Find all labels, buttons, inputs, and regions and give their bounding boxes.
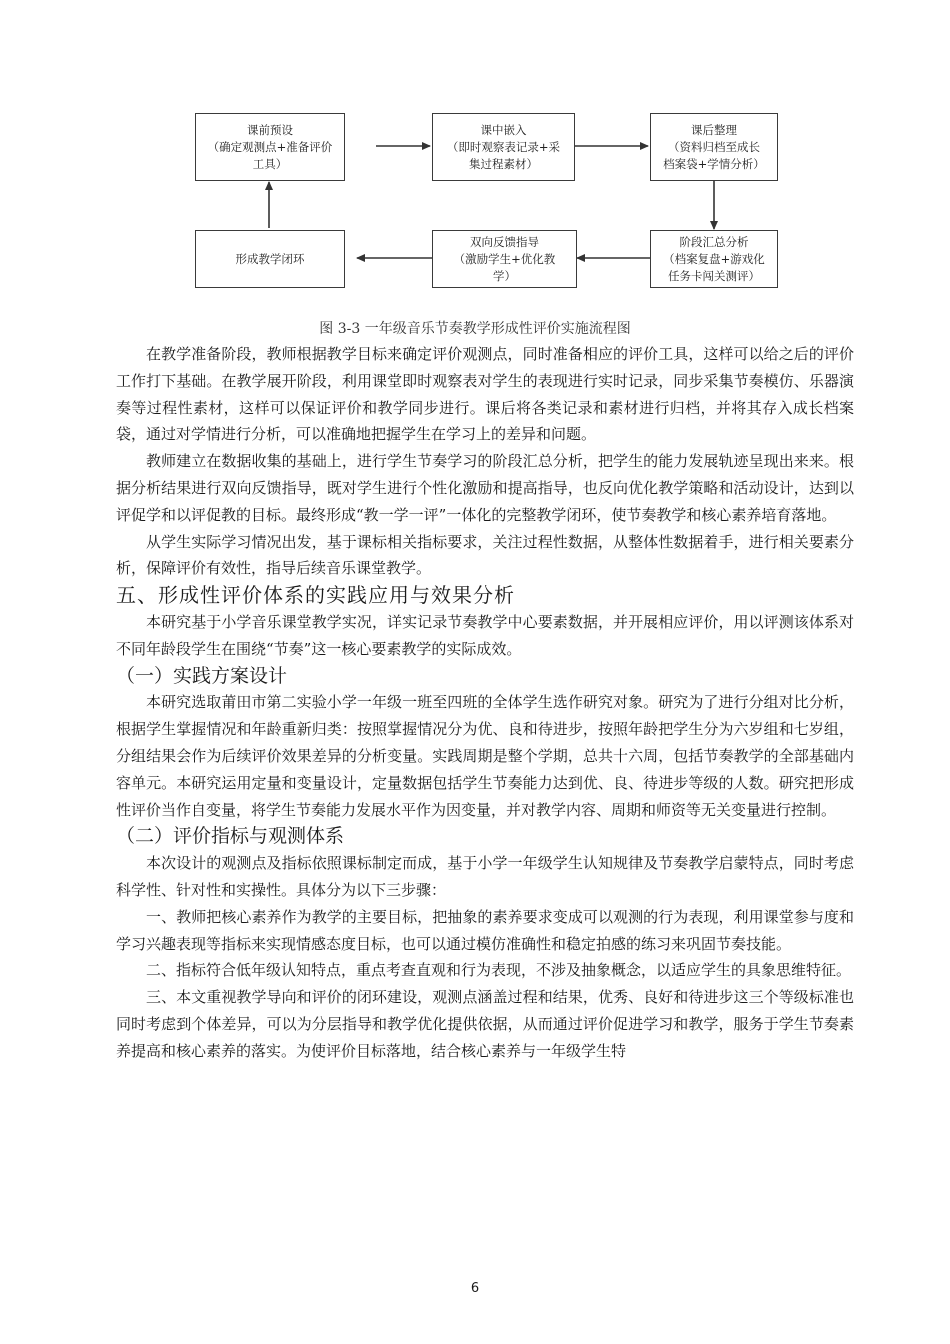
- paragraph-step-1: 一、教师把核心素养作为教学的主要目标，把抽象的素养要求变成可以观测的行为表现，利用课堂参与度和学习兴趣表现等指标来实现情感态度目标，也可以通过模仿准确性和稳定拍感的练习来巩固节奏技能。: [116, 907, 854, 953]
- flowchart: [0, 0, 950, 320]
- flow-box-pre-class: [195, 113, 345, 181]
- flow-box-post-class-text: 课后整理 （资料归档至成长 档案袋+学情分析）: [663, 122, 765, 171]
- flow-box-post-class: [650, 113, 778, 181]
- flow-box-in-class: [432, 113, 575, 181]
- paragraph-section-intro: 本研究基于小学音乐课堂教学实况，详实记录节奏教学中心要素数据，并开展相应评价，用以评测该体系对不同年龄段学生在围绕“节奏”这一核心要素教学的实际成效。: [116, 612, 854, 658]
- paragraph-step-3: 三、本文重视教学导向和评价的闭环建设，观测点涵盖过程和结果，优秀、良好和待进步这三个等级标准也同时考虑到个体差异，可以为分层指导和教学优化提供依据，从而通过评价促进学习和教学，服务于学生节奏素养提高和核心素养的落实。为使评价目标落地，结合核心素养与一年级学生特: [116, 988, 854, 1060]
- flow-box-stage-analysis: [650, 230, 778, 288]
- flow-box-stage-analysis-text: 阶段汇总分析 （档案复盘+游戏化 任务卡闯关测评）: [663, 234, 765, 283]
- flow-box-feedback: [432, 230, 577, 288]
- paragraph-step-2: 二、指标符合低年级认知特点，重点考查直观和行为表现，不涉及抽象概念，以适应学生的具象思维特征。: [146, 961, 852, 980]
- section-heading-5: 五、形成性评价体系的实践应用与效果分析: [116, 583, 515, 608]
- figure-caption: 图 3-3 一年级音乐节奏教学形成性评价实施流程图: [319, 321, 631, 337]
- page-number: 6: [470, 1281, 480, 1296]
- subsection-heading-1: （一）实践方案设计: [116, 664, 288, 687]
- subsection-heading-2: （二）评价指标与观测体系: [116, 825, 345, 848]
- flow-box-pre-class-text: 课前预设 （确定观测点+准备评价 工具）: [207, 122, 333, 171]
- flow-box-closed-loop-text: 形成教学闭环: [235, 251, 305, 266]
- flow-box-in-class-text: 课中嵌入 （即时观察表记录+采 集过程素材）: [446, 122, 561, 171]
- flow-box-closed-loop: [195, 230, 345, 288]
- paragraph-prep-stage: 在教学准备阶段，教师根据教学目标来确定评价观测点，同时准备相应的评价工具，这样可以给之后的评价工作打下基础。在教学展开阶段，利用课堂即时观察表对学生的表现进行实时记录，同步采集节奏模仿、乐器演奏等过程性素材，这样可以保证评价和教学同步进行。课后将各类记录和素材进行归档，并将其存入成长档案袋，通过对学情进行分析，可以准确地把握学生在学习上的差异和问题。: [116, 345, 854, 444]
- paragraph-analysis: 教师建立在数据收集的基础上，进行学生节奏学习的阶段汇总分析，把学生的能力发展轨迹呈现出来来。根据分析结果进行双向反馈指导，既对学生进行个性化激励和提高指导，也反向优化教学策略和活动设计，达到以评促学和以评促教的目标。最终形成“教一学一评”一体化的完整教学闭环，使节奏教学和核心素养培育落地。: [116, 452, 854, 524]
- paragraph-indicator-intro: 本次设计的观测点及指标依照课标制定而成，基于小学一年级学生认知规律及节奏教学启蒙特点，同时考虑科学性、针对性和实操性。具体分为以下三步骤：: [116, 854, 854, 899]
- paragraph-practice-design: 本研究选取莆田市第二实验小学一年级一班至四班的全体学生选作研究对象。研究为了进行分组对比分析，根据学生掌握情况和年龄重新归类：按照掌握情况分为优、良和待进步，按照年龄把学生分为六岁组和七岁组，分组结果会作为后续评价效果差异的分析变量。实践周期是整个学期，总共十六周，包括节奏教学的全部基础内容单元。本研究运用定量和变量设计，定量数据包括学生节奏能力达到优、良、待进步等级的人数。研究把形成性评价当作自变量，将学生节奏能力发展水平作为因变量，并对教学内容、周期和师资等无关变量进行控制。: [116, 693, 854, 819]
- body-text: [116, 341, 854, 1065]
- paragraph-summary: 从学生实际学习情况出发，基于课标相关指标要求，关注过程性数据，从整体性数据着手，进行相关要素分析，保障评价有效性，指导后续音乐课堂教学。: [116, 532, 854, 578]
- flow-box-feedback-text: 双向反馈指导 （激励学生+优化教 学）: [453, 234, 556, 283]
